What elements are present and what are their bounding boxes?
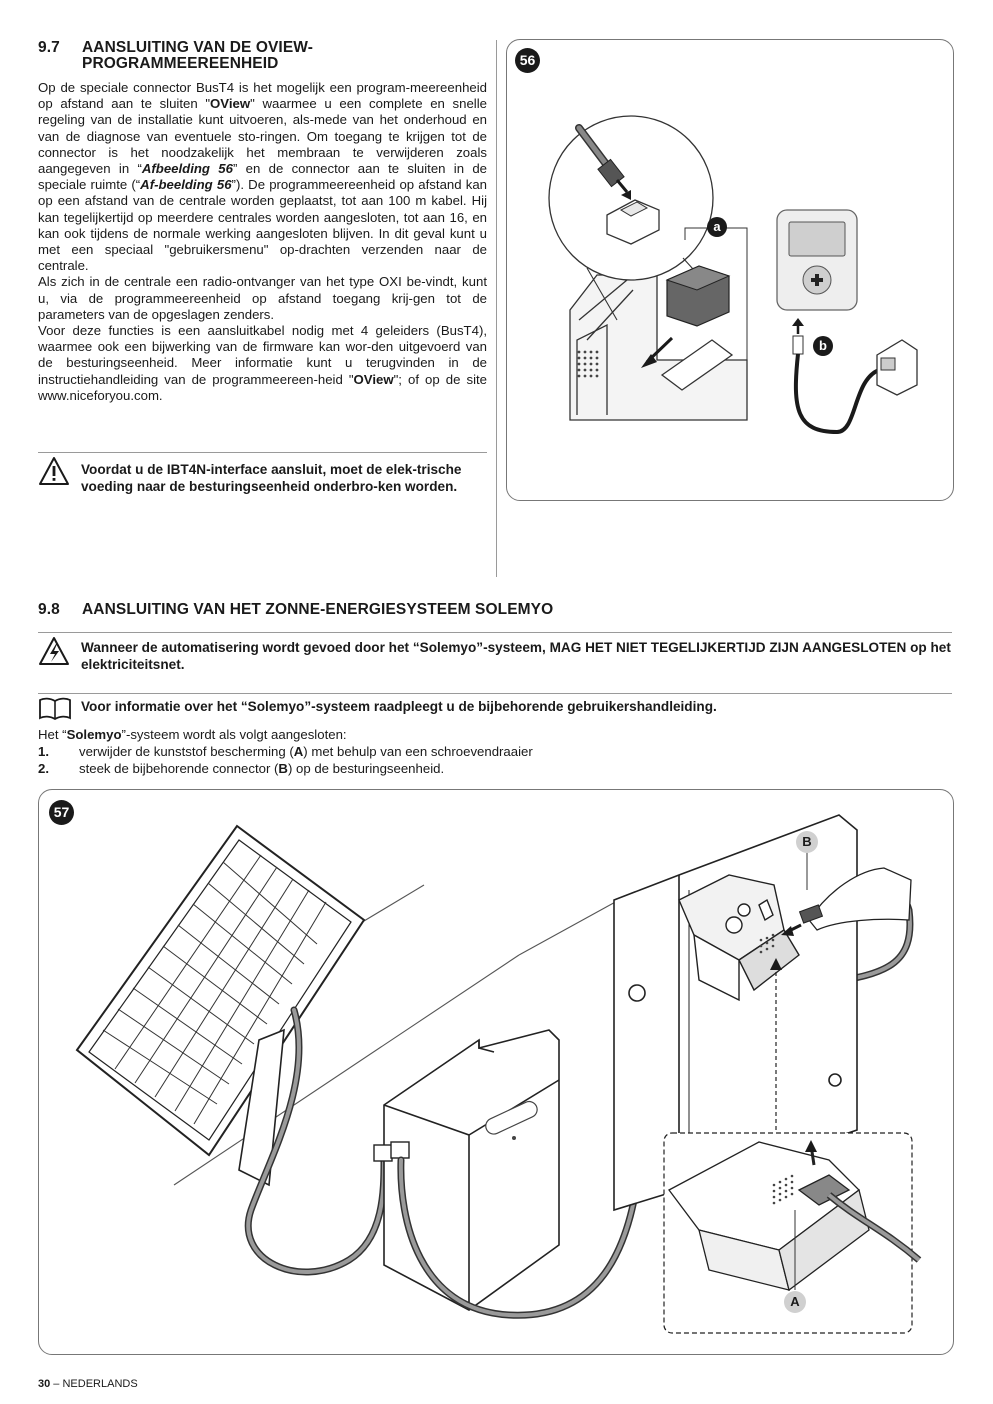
paragraph-bust4-cable: Voor deze functies is een aansluitkabel nodig met 4 geleiders (BusT4), waarmee ook een bijwerking van de firmware kan wor-den uitgevoerd van de besturingseenheid. Meer informatie kunt u terugvinden in de instructiehandleiding van de programmeereen-heid "OView"; of op de site www.niceforyou.com.	[38, 323, 488, 403]
section-97-heading	[38, 39, 478, 75]
section-title-line2: PROGRAMMEEREENHEID	[82, 55, 279, 72]
page-number: 30	[38, 1378, 51, 1390]
warning-text: Voordat u de IBT4N-interface aansluit, moet de elek-trische voeding naar de besturingseenheid onderbro-ken worden.	[81, 462, 462, 494]
paragraph-oview-intro: Op de speciale connector BusT4 is het mogelijk een program-meereenheid op afstand aan te sluiten "OView" waarmee u een complete en snelle regeling van de installatie kunt uitvoeren, als-mede van het onderhoud en van de diagnose van eventuele sto-ringen. Om toegang te krijgen tot de connector is het noodzakelijk het membraan te verwijderen zoals aangegeven in “Afbeelding 56” en de connector aan te sluiten in de speciale ruimte (“Af-beelding 56”). De programmeereenheid op afstand kan op een afstand van de centrale worden geplaatst, tot aan 100 m kabel. Hij kan tegelijkertijd op meerdere centrales worden aangesloten, tot aan 16, en kan ook tijdens de normale werking aangesloten blijven. In dit geval kunt u met een speciaal "gebruikersmenu" op-drachten verzenden naar de centrale.	[38, 80, 488, 274]
paragraph-oxi-receiver: Als zich in de centrale een radio-ontvanger van het type OXI be-vindt, kunt u, via de programmeereenheid op afstand toegang krij-gen tot de parameters van de opgeslagen zenders.	[38, 274, 487, 322]
list-item: 1. verwijder de kunststof bescherming (A) met behulp van een schroevendraaier	[38, 744, 533, 759]
section-title-line1: AANSLUITING VAN DE OVIEW-	[82, 39, 313, 56]
footer-language: NEDERLANDS	[62, 1378, 138, 1390]
warning-divider	[38, 452, 487, 453]
figure-57	[38, 789, 954, 1355]
callout-B: B	[796, 831, 818, 853]
warning-triangle-icon	[38, 456, 70, 486]
section-title: AANSLUITING VAN HET ZONNE-ENERGIESYSTEEM SOLEMYO	[82, 601, 554, 618]
section-number: 9.7	[38, 39, 60, 56]
callout-b: b	[813, 336, 833, 356]
figure-56	[506, 39, 954, 501]
callout-A: A	[784, 1291, 806, 1313]
info-text: Voor informatie over het “Solemyo”-systeem raadpleegt u de bijbehorende gebruikershandleiding.	[81, 699, 717, 714]
solemyo-intro: Het “Solemyo”-systeem wordt als volgt aangesloten:	[38, 727, 347, 742]
danger-divider	[38, 632, 952, 633]
page-footer: 30 – NEDERLANDS	[38, 1378, 138, 1390]
danger-text: Wanneer de automatisering wordt gevoed door het “Solemyo”-systeem, MAG HET NIET TEGELIJKERTIJD ZIJN AANGESLOTEN op het elektriciteitsnet.	[81, 640, 951, 672]
section-98-heading	[38, 601, 952, 619]
electric-hazard-icon	[38, 636, 70, 666]
list-item: 2. steek de bijbehorende connector (B) op de besturingseenheid.	[38, 761, 445, 776]
column-divider	[496, 40, 497, 577]
open-book-icon	[38, 697, 72, 721]
section-97-body	[38, 80, 487, 404]
section-number: 9.8	[38, 601, 60, 618]
figure-number-badge: 57	[49, 800, 74, 825]
figure-56-illustration	[507, 40, 953, 500]
figure-number-badge: 56	[515, 48, 540, 73]
figure-57-illustration	[39, 790, 953, 1354]
callout-a: a	[707, 217, 727, 237]
info-divider	[38, 693, 952, 694]
